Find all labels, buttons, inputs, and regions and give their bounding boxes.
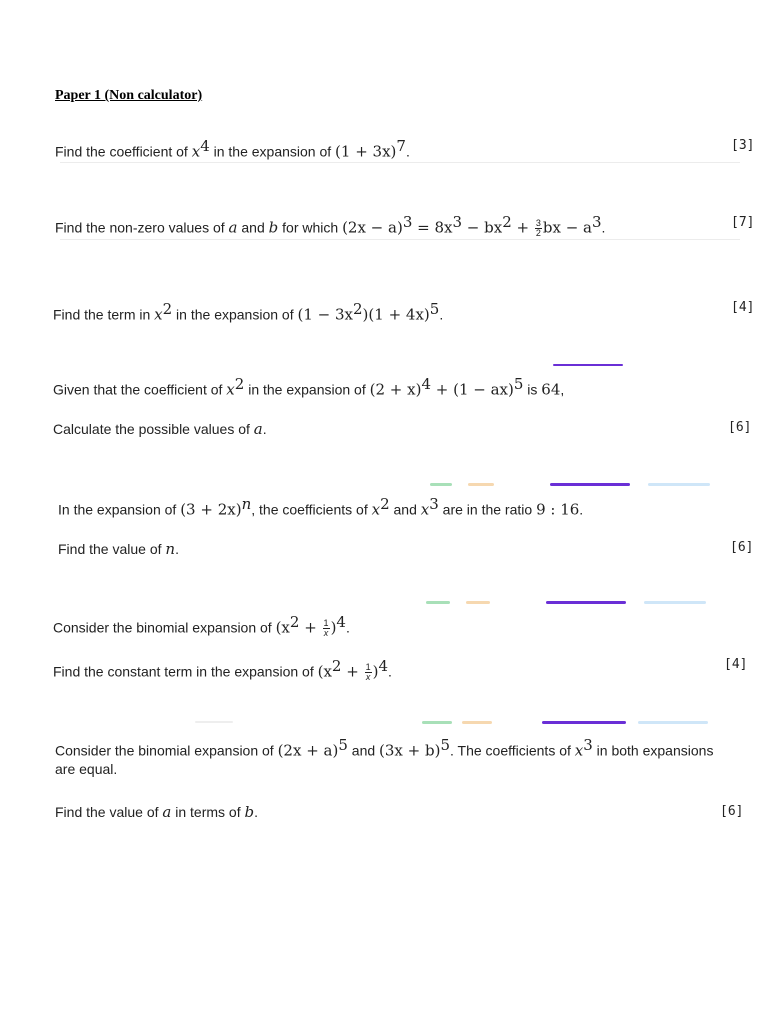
q2-text: Find the non-zero values of (55, 219, 229, 236)
q7-text: Consider the binomial expansion of (55, 742, 278, 759)
decor-strip (430, 483, 452, 486)
q5-math: x (371, 500, 381, 519)
q7-math: b (244, 803, 255, 821)
q5-text: . (579, 501, 584, 518)
question-3 (53, 300, 443, 324)
q7-text: in terms of (171, 804, 245, 820)
decor-strip (426, 601, 450, 604)
question-7 (55, 736, 713, 760)
q5-sup: 3 (429, 495, 439, 513)
q1-text: . (405, 143, 410, 160)
decor-strip (468, 483, 494, 486)
decor-strip (644, 601, 706, 604)
decor-strip (462, 721, 492, 724)
q3-sup: 2 (353, 300, 363, 318)
q7-math: x (574, 741, 584, 760)
decor-strip (195, 721, 233, 723)
q3-math: (1 − 3x (297, 305, 353, 324)
q7-math: (3x + b) (379, 741, 441, 760)
q4-instruction (53, 420, 267, 438)
decor-strip (648, 483, 710, 486)
q4-math: 64 (541, 380, 561, 399)
q5-text: In the expansion of (58, 501, 181, 518)
q2-math: − bx (462, 218, 503, 237)
q6-math: + (299, 618, 322, 637)
q2-math: b (268, 218, 279, 237)
q7-sup: 3 (583, 736, 593, 754)
q5-math: 9 : 16 (536, 500, 580, 519)
question-1 (55, 137, 410, 161)
q2-text: and (237, 219, 269, 236)
q4-text: in the expansion of (244, 381, 370, 398)
q3-text: in the expansion of (172, 306, 298, 323)
q6-frac-num: 1 (323, 618, 329, 629)
q2-text: for which (278, 219, 343, 236)
q7-sup: 5 (440, 736, 450, 754)
q4-marks: [6] (728, 420, 752, 435)
q2-math: a (228, 218, 238, 237)
q3-math: x (154, 305, 163, 324)
question-5 (58, 495, 583, 519)
q6-math: (x (317, 662, 332, 681)
question-6 (53, 613, 350, 638)
q6-marks: [4] (724, 657, 748, 672)
q3-marks: [4] (731, 300, 755, 315)
q6-text: . (345, 619, 350, 636)
q4-text: Given that the coefficient of (53, 381, 227, 398)
divider (60, 162, 740, 163)
q5-math: (3 + 2x) (180, 500, 242, 519)
q6-text: Consider the binomial expansion of (53, 619, 276, 636)
q5-text: . (175, 541, 179, 557)
q2-sup: 3 (452, 213, 463, 231)
q2-sup: 3 (402, 213, 413, 231)
q4-sup: 2 (234, 375, 245, 393)
divider (60, 239, 740, 240)
q5-math: n (165, 540, 176, 558)
q7-math: (2x + a) (277, 741, 339, 760)
q2-text: . (601, 219, 606, 236)
q6-instruction (53, 657, 392, 682)
q7-sup: 5 (338, 736, 348, 754)
q7-text: and (347, 742, 380, 759)
q4-math: (2 + x) (369, 380, 422, 399)
q1-marks: [3] (731, 138, 755, 153)
q6-math: (x (275, 618, 290, 637)
q6-sup: 2 (331, 657, 342, 675)
q4-sup: 5 (513, 375, 524, 393)
decor-strip (546, 601, 626, 604)
q6-text: Find the constant term in the expansion of (53, 663, 318, 680)
q7-text: Find the value of (55, 804, 163, 820)
q6-frac-num: 1 (365, 662, 371, 673)
q4-sup: 4 (421, 375, 431, 393)
q4-math: x (226, 380, 235, 399)
q7-instruction (55, 803, 258, 821)
q6-sup: 4 (378, 657, 388, 675)
q1-sup: 7 (396, 137, 406, 155)
q2-sup: 3 (591, 213, 602, 231)
q3-text: Find the term in (53, 306, 155, 323)
decor-strip (542, 721, 626, 724)
q1-sup: 4 (200, 137, 210, 155)
q5-text: and (389, 501, 421, 518)
decor-strip (553, 364, 623, 366)
q3-sup: 2 (162, 300, 173, 318)
paper-title: Paper 1 (Non calculator) (55, 88, 203, 103)
q7-text: . (254, 804, 258, 820)
q5-text: are in the ratio (438, 501, 537, 518)
q7-text: . The coefficients of (450, 742, 575, 759)
decor-strip (638, 721, 708, 724)
decor-strip (550, 483, 630, 486)
q7-continuation: are equal. (55, 761, 118, 777)
question-4 (53, 375, 564, 399)
q5-math: x (420, 500, 430, 519)
q3-text: . (439, 306, 444, 323)
q3-math: )(1 + 4x) (362, 305, 430, 324)
q6-sup: 4 (336, 613, 346, 631)
q2-frac-den: 2 (535, 228, 541, 239)
q6-fraction (365, 663, 372, 682)
q4-text: . (262, 421, 267, 437)
q1-text: Find the coefficient of (55, 143, 192, 160)
q3-sup: 5 (429, 300, 440, 318)
question-2 (55, 213, 605, 238)
q1-math: x (191, 142, 201, 161)
q4-math: a (253, 420, 263, 438)
q6-text: . (388, 663, 392, 680)
q6-math: ) (372, 662, 379, 681)
decor-strip (422, 721, 452, 724)
q5-marks: [6] (730, 540, 754, 555)
q6-math: ) (330, 618, 337, 637)
q6-fraction (323, 619, 330, 638)
q5-text: Find the value of (58, 541, 166, 557)
q7-marks: [6] (720, 804, 744, 819)
q7-math: a (162, 803, 172, 821)
q1-math: (1 + 3x) (335, 142, 397, 161)
q6-sup: 2 (289, 613, 300, 631)
q2-math: bx − a (542, 218, 592, 237)
q6-frac-den: x (323, 628, 329, 639)
q4-text: is (523, 381, 542, 398)
q2-frac-num: 3 (535, 218, 541, 229)
q2-sup: 2 (502, 213, 512, 231)
q2-marks: [7] (731, 215, 755, 230)
q4-text: Calculate the possible values of (53, 421, 254, 437)
q2-math: = 8x (412, 218, 453, 237)
q2-math: (2x − a) (342, 218, 403, 237)
q6-math: + (341, 662, 364, 681)
q2-math: + (511, 218, 534, 237)
q5-instruction (58, 540, 179, 558)
q5-sup: n (241, 495, 252, 513)
decor-strip (466, 601, 490, 604)
q6-frac-den: x (365, 672, 371, 683)
q2-fraction (535, 219, 542, 238)
q4-math: + (1 − ax) (430, 380, 514, 399)
q5-sup: 2 (380, 495, 390, 513)
q4-text: , (560, 381, 565, 398)
q1-text: in the expansion of (209, 143, 336, 160)
q7-text: in both expansions (592, 742, 714, 759)
q5-text: , the coefficients of (251, 501, 372, 518)
